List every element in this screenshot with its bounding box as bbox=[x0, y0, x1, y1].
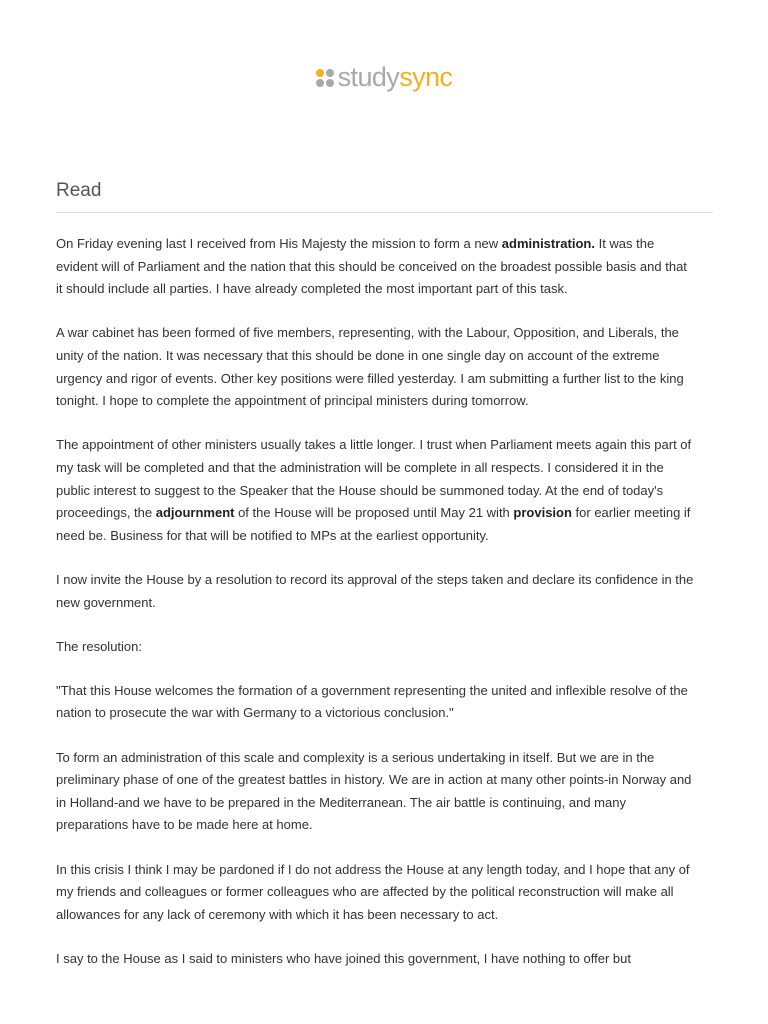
paragraph-text: On Friday evening last I received from His Majesty the mission to form a new bbox=[56, 236, 502, 251]
paragraph bbox=[56, 948, 696, 971]
paragraph bbox=[56, 680, 696, 725]
paragraph-text: It was the evident will of Parliament and the nation that this should be conceived on the broadest possible basis and that it should include all parties. I have already completed the most important part of this task. bbox=[56, 236, 687, 297]
paragraph bbox=[56, 636, 696, 659]
logo-text-sync: sync bbox=[399, 62, 453, 92]
vocabulary-word: administration. bbox=[501, 236, 595, 251]
paragraph-text: "That this House welcomes the formation of a government representing the united and inflexible resolve of the nation to prosecute the war with Germany to a victorious conclusion." bbox=[56, 682, 688, 721]
logo-dot bbox=[326, 69, 334, 77]
paragraph bbox=[56, 434, 696, 547]
logo-dots-icon bbox=[316, 69, 334, 87]
paragraph-text: A war cabinet has been formed of five members, representing, with the Labour, Opposition, and Liberals, the unity of the nation. It was necessary that this should be done in one single day on account of the extreme urgency and rigor of events. Other key positions were filled yesterday. I am submitting a further list to the king tonight. I hope to complete the appointment of principal ministers during tomorrow. bbox=[56, 325, 684, 409]
logo-dot bbox=[316, 69, 324, 77]
paragraph-text: To form an administration of this scale and complexity is a serious undertaking in itself. But we are in the preliminary phase of one of the greatest battles in history. We are in action at many other points-in Norway and in Holland-and we have to be prepared in the Mediterranean. The air battle is continuing, and many preparations have to be made here at home. bbox=[56, 749, 692, 833]
paragraph bbox=[56, 233, 696, 301]
logo-inner bbox=[316, 62, 453, 92]
paragraph bbox=[56, 569, 696, 614]
paragraph-text: The appointment of other ministers usually takes a little longer. I trust when Parliament meets again this part of my task will be completed and that the administration will be complete in all respects. I considered it in the public interest to suggest to the Speaker that the House should be summoned today. At the end of today's proceedings, the bbox=[56, 437, 692, 521]
paragraph-text: for earlier meeting if need be. Business for that will be notified to MPs at the earliest opportunity. bbox=[56, 505, 691, 543]
paragraph bbox=[56, 322, 696, 412]
paragraph-text: In this crisis I think I may be pardoned if I do not address the House at any length today, and I hope that any of my friends and colleagues or former colleagues who are affected by the political reconstruction will make all allowances for any lack of ceremony with which it has been necessary to act. bbox=[56, 861, 690, 922]
logo-dot bbox=[326, 79, 334, 87]
section-heading: Read bbox=[56, 180, 102, 201]
studysync-logo bbox=[0, 62, 768, 92]
vocabulary-word: adjournment bbox=[155, 505, 235, 521]
paragraph bbox=[56, 859, 696, 927]
paragraph-text: The resolution: bbox=[56, 638, 142, 654]
logo-text-study: study bbox=[337, 62, 400, 92]
paragraph bbox=[56, 747, 696, 837]
paragraph-text: of the House will be proposed until May 21 with bbox=[234, 505, 514, 521]
logo-dot bbox=[316, 79, 324, 87]
reading-text bbox=[56, 233, 696, 992]
paragraph-text: I now invite the House by a resolution to record its approval of the steps taken and declare its confidence in the new government. bbox=[56, 571, 694, 610]
vocabulary-word: provision bbox=[513, 505, 572, 521]
logo-wordmark bbox=[338, 62, 453, 92]
heading-divider bbox=[56, 212, 713, 213]
paragraph-text: I say to the House as I said to ministers who have joined this government, I have nothing to offer but bbox=[56, 951, 631, 966]
